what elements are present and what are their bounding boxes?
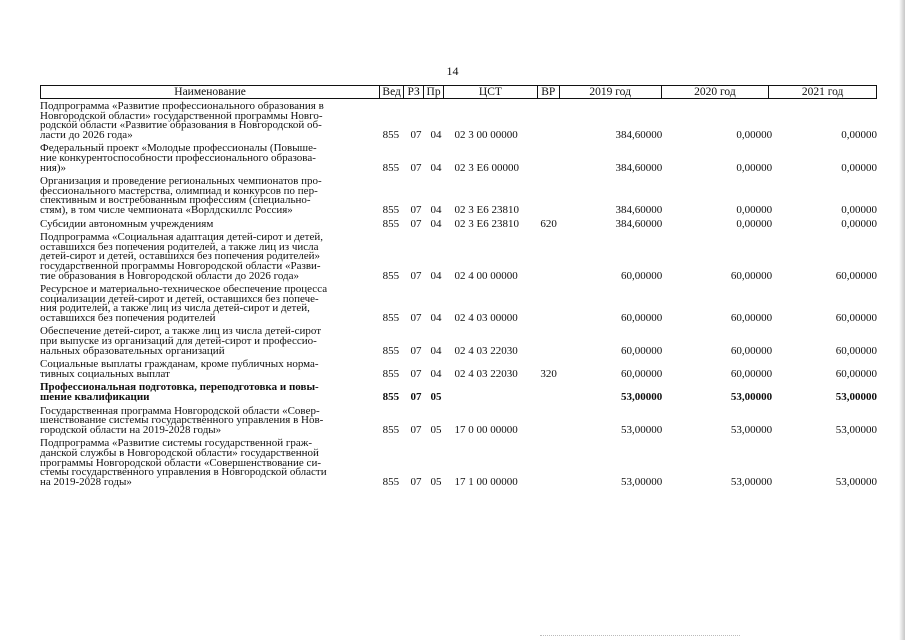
cell-rz: 07	[410, 311, 422, 324]
cell-ved: 855	[382, 367, 400, 380]
cell-pr: 05	[430, 475, 442, 488]
cell-pr: 04	[430, 311, 442, 324]
cell-pr: 04	[430, 128, 442, 141]
header-rz: РЗ	[404, 86, 424, 98]
cell-ved: 855	[382, 423, 400, 436]
header-cst: ЦСТ	[444, 86, 538, 98]
header-2019: 2019 год	[560, 86, 662, 98]
cell-cst: 02 3 Е6 23810	[454, 217, 519, 230]
cell-cst: 17 1 00 00000	[454, 475, 518, 488]
cell-name: Ресурсное и материально-техническое обеспечение процесса социализации детей-сирот и детей, оставшихся без попече- ния родителей, а также лиц из числа детей-сирот и детей, оставшихся без попечения родителей	[40, 283, 328, 324]
cell-ved: 855	[382, 217, 400, 230]
cell-name: Обеспечение детей-сирот, а также лиц из числа детей-сирот при выпуске из организаций для детей-сирот и профессио- нальных образовательных организаций	[40, 325, 322, 357]
cell-y2019: 60,00000	[621, 311, 663, 324]
cell-ved: 855	[382, 475, 400, 488]
cell-ved: 855	[382, 203, 400, 216]
cell-y2020: 53,00000	[730, 423, 773, 436]
cell-vr: 320	[540, 367, 557, 380]
cell-ved: 855	[382, 344, 400, 357]
cell-y2020: 60,00000	[730, 344, 773, 357]
cell-name: Организация и проведение региональных чемпионатов про- фессионального мастерства, олимпиад и конкурсов по пер- спективным и востребованным профессиям (специально- стям), в том числе чемпионата «Ворлдскиллс Россия»	[40, 175, 322, 216]
cell-name: Подпрограмма «Развитие системы государственной граж- данской службы в Новгородской области» государственной программы Новгородской области «Совершенствование си- стемы государственного управления в Новгородской области на 2019-2028 годы»	[40, 437, 327, 488]
cell-ved: 855	[382, 128, 400, 141]
cell-y2019: 60,00000	[621, 269, 663, 282]
cell-pr: 04	[430, 367, 442, 380]
cell-ved: 855	[382, 161, 400, 174]
cell-ved: 855	[382, 269, 400, 282]
cell-rz: 07	[410, 161, 422, 174]
cell-pr: 04	[430, 161, 442, 174]
cell-y2019: 53,00000	[621, 475, 663, 488]
cell-y2020: 60,00000	[730, 367, 773, 380]
cell-y2020: 60,00000	[730, 269, 773, 282]
cell-rz: 07	[410, 269, 422, 282]
cell-y2020: 0,00000	[736, 217, 773, 230]
cell-pr: 04	[430, 344, 442, 357]
cell-y2021: 60,00000	[835, 367, 877, 380]
cell-y2019: 384,60000	[615, 161, 663, 174]
table-header	[40, 85, 877, 99]
cell-y2020: 0,00000	[736, 128, 773, 141]
cell-cst: 02 4 00 00000	[454, 269, 518, 282]
cell-rz: 07	[410, 475, 422, 488]
cell-y2020: 60,00000	[730, 311, 773, 324]
cell-y2019: 60,00000	[621, 344, 663, 357]
scan-edge	[899, 0, 905, 640]
table-row	[40, 102, 877, 140]
table-row	[40, 177, 877, 215]
cell-cst: 02 3 00 00000	[454, 128, 518, 141]
header-2020: 2020 год	[662, 86, 770, 98]
cell-y2019: 384,60000	[615, 203, 663, 216]
page-number: 14	[446, 64, 459, 78]
cell-pr: 05	[430, 391, 442, 404]
cell-y2021: 0,00000	[841, 203, 877, 216]
cell-cst: 02 4 03 22030	[454, 367, 518, 380]
cell-y2021: 0,00000	[841, 128, 877, 141]
cell-ved: 855	[382, 391, 400, 404]
cell-rz: 07	[410, 367, 422, 380]
cell-y2020: 53,00000	[730, 391, 773, 404]
cell-name: Подпрограмма «Социальная адаптация детей-сирот и детей, оставшихся без попечения родителей, а также лиц из числа детей-сирот и детей, оставшихся без попечения родителей» государственной программы Новгородской области «Разви- тие образования в Новгородской области до 2026 года»	[40, 231, 324, 282]
cell-y2019: 60,00000	[621, 367, 663, 380]
cell-rz: 07	[410, 217, 422, 230]
scan-artifact	[540, 633, 740, 636]
cell-y2020: 53,00000	[730, 475, 773, 488]
cell-y2021: 60,00000	[835, 344, 877, 357]
cell-y2021: 0,00000	[841, 217, 877, 230]
cell-pr: 04	[430, 269, 442, 282]
cell-y2021: 53,00000	[835, 475, 877, 488]
cell-rz: 07	[410, 344, 422, 357]
cell-name: Профессиональная подготовка, переподготовка и повы- шение квалификации	[40, 381, 319, 404]
cell-cst: 17 0 00 00000	[454, 423, 518, 436]
cell-rz: 07	[410, 423, 422, 436]
cell-y2021: 60,00000	[835, 269, 877, 282]
header-vr: ВР	[538, 86, 560, 98]
cell-rz: 07	[410, 203, 422, 216]
table-row	[40, 404, 877, 436]
cell-cst: 02 3 Е6 00000	[454, 161, 519, 174]
cell-vr: 620	[540, 217, 557, 230]
cell-pr: 04	[430, 203, 442, 216]
table-row	[40, 360, 877, 379]
cell-y2019: 384,60000	[615, 217, 663, 230]
table-row	[40, 327, 877, 356]
cell-y2019: 53,00000	[621, 391, 663, 404]
cell-name: Субсидии автономным учреждениям	[40, 217, 214, 230]
table-row	[40, 285, 877, 323]
cell-y2020: 0,00000	[736, 203, 773, 216]
table-row	[40, 439, 877, 487]
cell-y2021: 53,00000	[835, 391, 877, 404]
cell-cst: 02 3 Е6 23810	[454, 203, 519, 216]
cell-name: Подпрограмма «Развитие профессионального образования в Новгородской области» государственной программы Новго- родской области «Развитие образования в Новгородской об- ласти до 2026 года»	[40, 100, 324, 141]
header-name: Наименование	[41, 86, 380, 98]
cell-cst: 02 4 03 22030	[454, 344, 518, 357]
cell-y2019: 53,00000	[621, 423, 663, 436]
cell-y2020: 0,00000	[736, 161, 773, 174]
header-ved: Вед	[380, 86, 404, 98]
cell-cst: 02 4 03 00000	[454, 311, 518, 324]
cell-pr: 05	[430, 423, 442, 436]
cell-y2021: 60,00000	[835, 311, 877, 324]
header-pr: Пр	[424, 86, 444, 98]
cell-name: Федеральный проект «Молодые профессионалы (Повыше- ние конкурентоспособности профессионального образова- ния)»	[40, 142, 317, 174]
table-row	[40, 217, 877, 230]
cell-pr: 04	[430, 217, 442, 230]
table-body	[40, 102, 877, 491]
cell-rz: 07	[410, 128, 422, 141]
table-row	[40, 383, 877, 402]
cell-y2021: 0,00000	[841, 161, 877, 174]
cell-name: Социальные выплаты гражданам, кроме публичных норма- тивных социальных выплат	[40, 358, 319, 380]
cell-rz: 07	[410, 391, 422, 404]
table-row	[40, 233, 877, 281]
cell-y2021: 53,00000	[835, 423, 877, 436]
table-row	[40, 144, 877, 173]
cell-name: Государственная программа Новгородской области «Совер- шенствование системы государственного управления в Нов- городской области на 2019-2028 годы»	[40, 404, 324, 436]
header-2021: 2021 год	[801, 86, 844, 98]
cell-ved: 855	[382, 311, 400, 324]
cell-y2019: 384,60000	[615, 128, 663, 141]
